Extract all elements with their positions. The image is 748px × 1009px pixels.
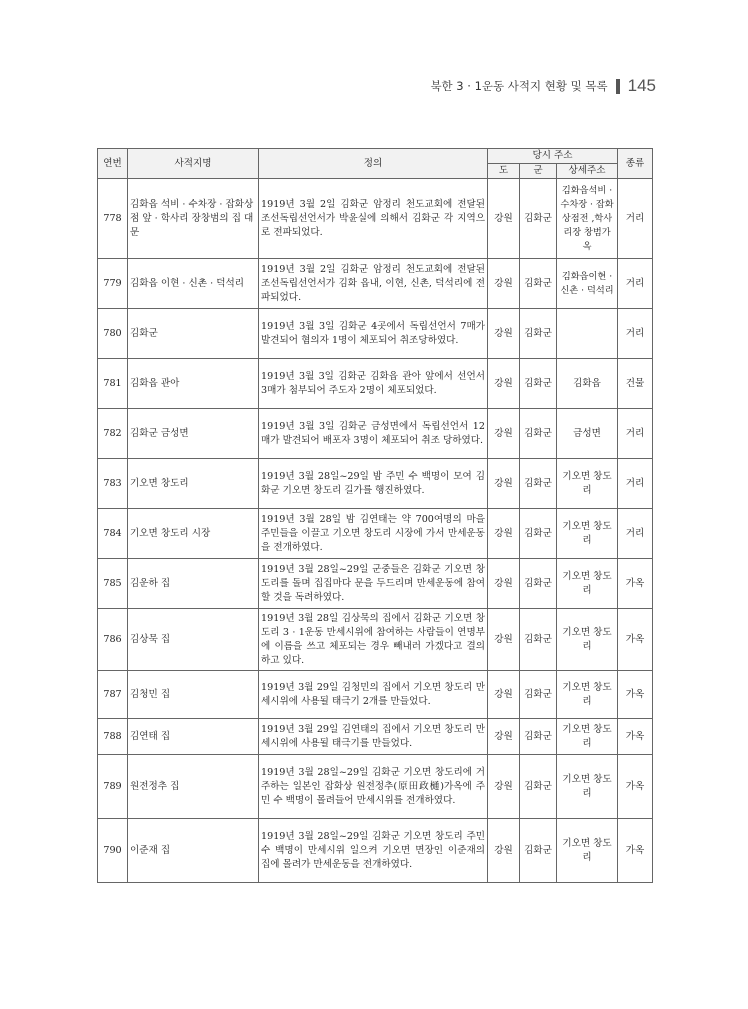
row-number: 779 <box>98 259 128 309</box>
row-site-name: 김화읍 이현 · 신촌 · 덕석리 <box>128 259 259 309</box>
row-county: 김화군 <box>520 559 557 609</box>
row-type: 가옥 <box>618 819 653 883</box>
row-type: 가옥 <box>618 671 653 719</box>
header-definition: 정의 <box>259 149 488 179</box>
row-number: 780 <box>98 309 128 359</box>
header-detail: 상세주소 <box>557 164 618 179</box>
table-row <box>98 671 653 719</box>
row-province: 강원 <box>488 309 520 359</box>
row-province: 강원 <box>488 609 520 671</box>
row-detail-address: 김화읍석비 · 수차장 · 잡화상점전 ,학사리장 창범가옥 <box>557 179 618 259</box>
row-definition: 1919년 3월 28일~29일 김화군 기오면 창도리 주민 수 백명이 만세시위 일으켜 기오면 면장인 이준재의 집에 몰려가 만세운동을 전개하였다. <box>259 819 488 883</box>
row-site-name: 김청민 집 <box>128 671 259 719</box>
row-definition: 1919년 3월 28일~29일 군중들은 김화군 기오면 창도리를 돌며 집집마다 문을 두드리며 만세운동에 참여할 것을 독려하였다. <box>259 559 488 609</box>
row-county: 김화군 <box>520 509 557 559</box>
row-type: 가옥 <box>618 559 653 609</box>
row-definition: 1919년 3월 2일 김화군 암정리 천도교회에 전달된 조선독립선언서가 박윤실에 의해서 김화군 각 지역으로 전파되었다. <box>259 179 488 259</box>
row-site-name: 김상묵 집 <box>128 609 259 671</box>
row-detail-address: 기오면 창도리 <box>557 609 618 671</box>
row-county: 김화군 <box>520 671 557 719</box>
row-province: 강원 <box>488 359 520 409</box>
row-number: 781 <box>98 359 128 409</box>
sites-table <box>97 148 653 883</box>
table-row <box>98 719 653 755</box>
row-site-name: 이준재 집 <box>128 819 259 883</box>
table-row <box>98 559 653 609</box>
row-detail-address: 기오면 창도리 <box>557 559 618 609</box>
row-type: 거리 <box>618 179 653 259</box>
row-site-name: 김화군 <box>128 309 259 359</box>
row-province: 강원 <box>488 509 520 559</box>
row-definition: 1919년 3월 3일 김화군 금성면에서 독립선언서 12매가 발견되어 배포자 3명이 체포되어 취조 당하였다. <box>259 409 488 459</box>
row-number: 790 <box>98 819 128 883</box>
row-site-name: 김연태 집 <box>128 719 259 755</box>
row-site-name: 기오면 창도리 시장 <box>128 509 259 559</box>
row-detail-address: 기오면 창도리 <box>557 509 618 559</box>
row-detail-address <box>557 309 618 359</box>
row-county: 김화군 <box>520 179 557 259</box>
header-gun: 군 <box>520 164 557 179</box>
table-row <box>98 459 653 509</box>
row-detail-address: 기오면 창도리 <box>557 459 618 509</box>
row-province: 강원 <box>488 259 520 309</box>
table-row <box>98 259 653 309</box>
header-address-group: 당시 주소 <box>488 149 618 164</box>
row-province: 강원 <box>488 671 520 719</box>
row-number: 787 <box>98 671 128 719</box>
row-number: 786 <box>98 609 128 671</box>
row-detail-address: 기오면 창도리 <box>557 819 618 883</box>
row-county: 김화군 <box>520 309 557 359</box>
row-province: 강원 <box>488 719 520 755</box>
header-title: 북한 3 · 1운동 사적지 현황 및 목록 <box>430 79 608 93</box>
row-type: 가옥 <box>618 719 653 755</box>
row-definition: 1919년 3월 28일~29일 김화군 기오면 창도리에 거주하는 일본인 잡화상 원전정추(原田政樋)가옥에 주민 수 백명이 몰려들어 만세시위를 전개하였다. <box>259 755 488 819</box>
row-province: 강원 <box>488 179 520 259</box>
row-province: 강원 <box>488 755 520 819</box>
row-detail-address: 김화읍이현 · 신촌 · 덕석리 <box>557 259 618 309</box>
row-number: 785 <box>98 559 128 609</box>
table-row <box>98 819 653 883</box>
table-row <box>98 409 653 459</box>
row-province: 강원 <box>488 409 520 459</box>
row-definition: 1919년 3월 29일 김청민의 집에서 기오면 창도리 만세시위에 사용될 태극기 2개를 만들었다. <box>259 671 488 719</box>
row-number: 783 <box>98 459 128 509</box>
row-type: 거리 <box>618 509 653 559</box>
row-type: 건물 <box>618 359 653 409</box>
table-row <box>98 309 653 359</box>
table-row <box>98 609 653 671</box>
row-definition: 1919년 3월 28일 밤 김연태는 약 700여명의 마을 주민들을 이끌고 기오면 창도리 시장에 가서 만세운동을 전개하였다. <box>259 509 488 559</box>
row-type: 가옥 <box>618 755 653 819</box>
running-header <box>430 76 656 96</box>
row-county: 김화군 <box>520 259 557 309</box>
header-type: 종류 <box>618 149 653 179</box>
row-county: 김화군 <box>520 359 557 409</box>
row-county: 김화군 <box>520 819 557 883</box>
table-row <box>98 509 653 559</box>
row-number: 778 <box>98 179 128 259</box>
row-county: 김화군 <box>520 719 557 755</box>
row-site-name: 김화군 금성면 <box>128 409 259 459</box>
row-province: 강원 <box>488 459 520 509</box>
header-divider-bar <box>616 79 620 94</box>
row-province: 강원 <box>488 559 520 609</box>
row-site-name: 원전정추 집 <box>128 755 259 819</box>
row-number: 784 <box>98 509 128 559</box>
row-type: 가옥 <box>618 609 653 671</box>
row-detail-address: 금성면 <box>557 409 618 459</box>
row-county: 김화군 <box>520 409 557 459</box>
row-number: 788 <box>98 719 128 755</box>
row-type: 거리 <box>618 409 653 459</box>
row-site-name: 김화읍 석비 · 수차장 · 잡화상점 앞 · 학사리 장창범의 집 대문 <box>128 179 259 259</box>
row-definition: 1919년 3월 3일 김화군 4곳에서 독립선언서 7매가 발견되어 혐의자 1명이 체포되어 취조당하였다. <box>259 309 488 359</box>
header-no: 연번 <box>98 149 128 179</box>
row-type: 거리 <box>618 459 653 509</box>
page-number: 145 <box>627 76 656 95</box>
row-county: 김화군 <box>520 755 557 819</box>
row-county: 김화군 <box>520 609 557 671</box>
table-row <box>98 359 653 409</box>
table-row <box>98 755 653 819</box>
row-definition: 1919년 3월 3일 김화군 김화읍 관아 앞에서 선언서 3매가 첨부되어 주도자 2명이 체포되었다. <box>259 359 488 409</box>
row-type: 거리 <box>618 309 653 359</box>
row-definition: 1919년 3월 2일 김화군 암정리 천도교회에 전달된 조선독립선언서가 김화 읍내, 이현, 신촌, 덕석리에 전파되었다. <box>259 259 488 309</box>
row-detail-address: 김화읍 <box>557 359 618 409</box>
row-definition: 1919년 3월 29일 김연태의 집에서 기오면 창도리 만세시위에 사용될 태극기를 만들었다. <box>259 719 488 755</box>
header-site: 사적지명 <box>128 149 259 179</box>
row-detail-address: 기오면 창도리 <box>557 671 618 719</box>
table-body <box>98 179 653 883</box>
header-do: 도 <box>488 164 520 179</box>
row-site-name: 김운하 집 <box>128 559 259 609</box>
table-row <box>98 179 653 259</box>
row-definition: 1919년 3월 28일 김상묵의 집에서 김화군 기오면 창도리 3 · 1운동 만세시위에 참여하는 사람들이 연명부에 이름을 쓰고 체포되는 경우 빼내러 가겠다고 결의하고 있다. <box>259 609 488 671</box>
row-province: 강원 <box>488 819 520 883</box>
row-number: 782 <box>98 409 128 459</box>
row-number: 789 <box>98 755 128 819</box>
row-site-name: 기오면 창도리 <box>128 459 259 509</box>
row-definition: 1919년 3월 28일~29일 밤 주민 수 백명이 모여 김화군 기오면 창도리 길가를 행진하였다. <box>259 459 488 509</box>
row-type: 거리 <box>618 259 653 309</box>
row-detail-address: 기오면 창도리 <box>557 755 618 819</box>
row-county: 김화군 <box>520 459 557 509</box>
row-site-name: 김화읍 관아 <box>128 359 259 409</box>
row-detail-address: 기오면 창도리 <box>557 719 618 755</box>
